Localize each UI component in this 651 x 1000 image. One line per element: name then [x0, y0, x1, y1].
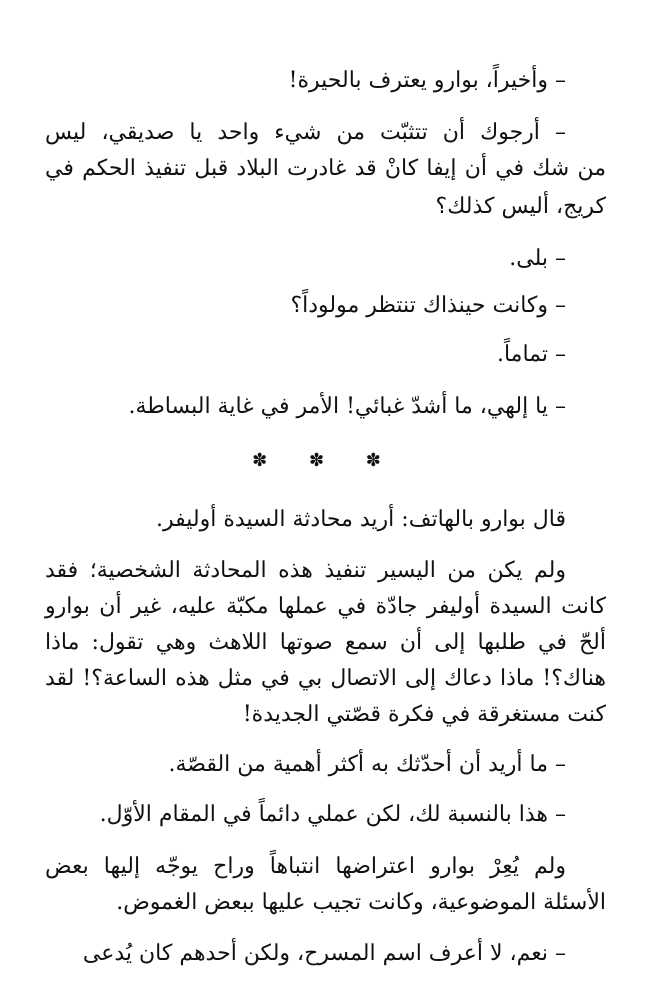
text-line: قال بوارو بالهاتف: أريد محادثة السيدة أوليفر.	[156, 507, 566, 532]
text-line: ألحّ في طلبها إلى أن سمع صوتها اللاهث وهي تقول: ماذا	[45, 630, 606, 655]
text-line: كنت مستغرقة في فكرة قصّتي الجديدة!	[242, 702, 606, 727]
text-line: – وكانت حينذاك تنتظر مولوداً؟	[290, 293, 566, 318]
text-line: – هذا بالنسبة لك، لكن عملي دائماً في المقام الأوّل.	[99, 802, 566, 827]
text-line: – يا إلهي، ما أشدّ غبائي! الأمر في غاية البساطة.	[128, 394, 566, 419]
text-line: – تماماً.	[496, 342, 566, 367]
text-line: الأسئلة الموضوعية، وكانت تجيب عليها ببعض الغموض.	[116, 890, 606, 915]
text-line: ولم يُعِرْ بوارو اعتراضها انتباهاً وراح يوجّه إليها بعض	[45, 854, 566, 879]
text-line: – ما أريد أن أحدّثك به أكثر أهمية من القصّة.	[168, 752, 566, 777]
text-line: من شك في أن إيفا كانْ قد غادرت البلاد قبل تنفيذ الحكم في	[45, 156, 606, 181]
text-line: ولم يكن من اليسير تنفيذ هذه المحادثة الشخصية؛ فقد	[45, 558, 566, 583]
text-line: كريج، أليس كذلك؟	[435, 194, 606, 219]
text-line: هناك؟! ماذا دعاك إلى الاتصال بي في مثل هذه الساعة؟! لقد	[45, 666, 606, 691]
text-line: – أرجوك أن تتثبّت من شيء واحد يا صديقي، ليس	[45, 120, 566, 145]
section-separator: ✽ ✽ ✽	[252, 450, 399, 471]
text-line: – نعم، لا أعرف اسم المسرح، ولكن أحدهم كان يُدعى	[82, 941, 566, 966]
text-line: – بلى.	[509, 246, 566, 271]
text-line: كانت السيدة أوليفر جادّة في عملها مكبّة عليه، غير أن بوارو	[45, 594, 606, 619]
text-line: – وأخيراً، بوارو يعترف بالحيرة!	[288, 68, 566, 93]
